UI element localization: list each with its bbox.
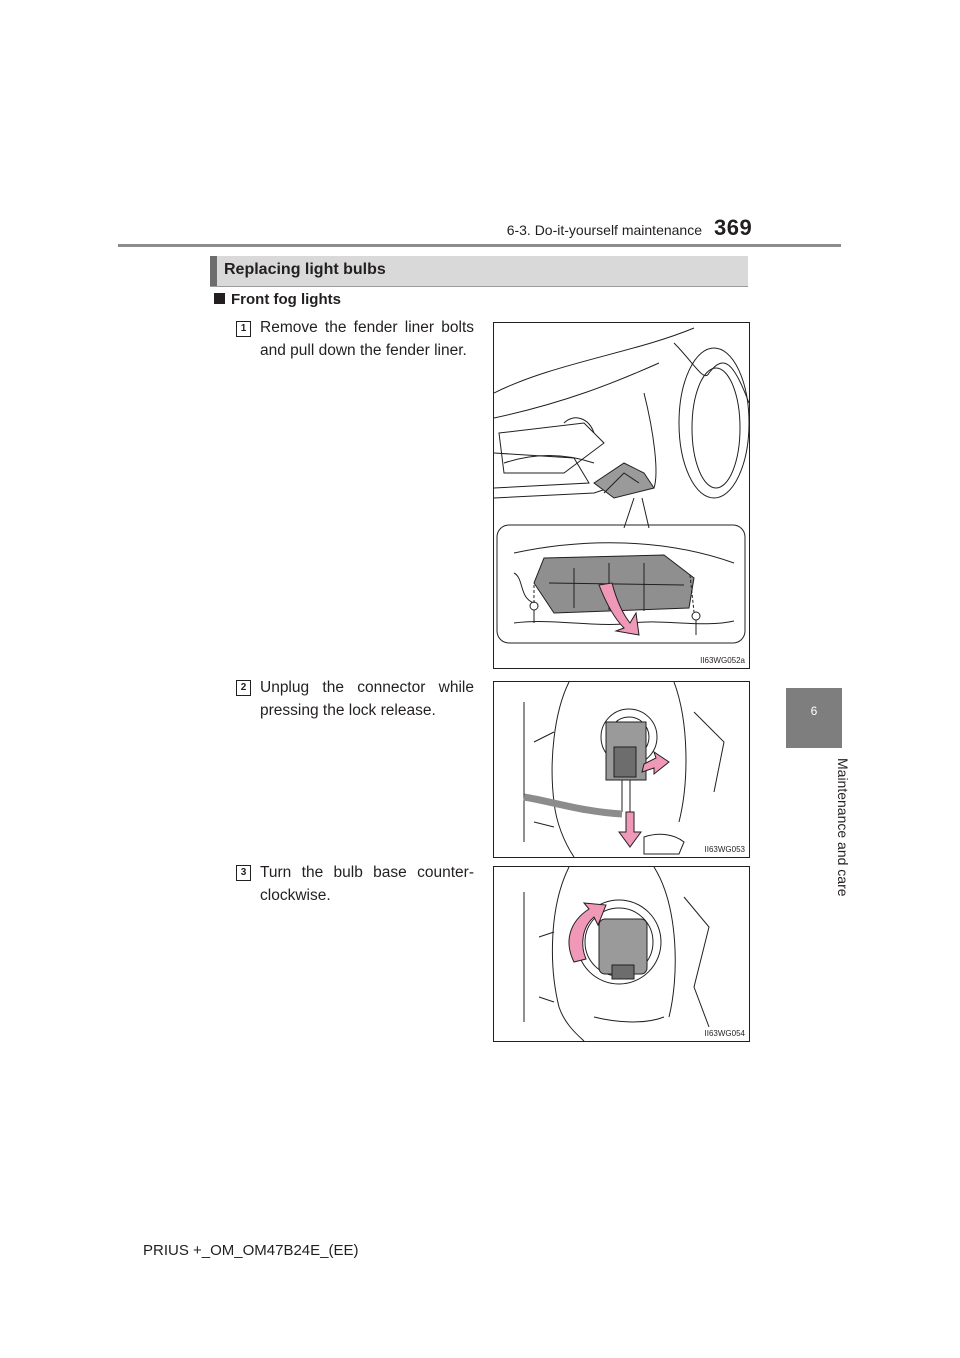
figure-code: II63WG053 [704, 845, 745, 854]
section-heading-stripe [210, 256, 217, 286]
running-header-section: 6-3. Do-it-yourself maintenance [506, 222, 702, 238]
section-title: Replacing light bulbs [224, 261, 386, 278]
connector-illustration [494, 682, 749, 857]
bulb-base-illustration [494, 867, 749, 1041]
figure-fender-liner [493, 322, 750, 669]
chapter-tab-number: 6 [810, 704, 818, 718]
step-3-text: Turn the bulb base counter-clockwise. [260, 864, 474, 904]
header-rule [118, 244, 841, 247]
square-bullet-icon [214, 293, 225, 304]
page-number: 369 [714, 215, 753, 240]
chapter-tab-label: Maintenance and care [835, 758, 851, 897]
section-rule [210, 286, 748, 287]
figure-code: II63WG054 [704, 1029, 745, 1038]
step-2-text: Unplug the connector while pressing the lock release. [260, 679, 474, 719]
figure-bulb-base [493, 866, 750, 1042]
section-heading-bar [210, 256, 748, 286]
subsection-title: Front fog lights [231, 291, 341, 308]
fender-liner-illustration [494, 323, 749, 668]
figure-code: II63WG052a [700, 656, 745, 665]
pull-connector-arrow-icon [619, 812, 641, 847]
chapter-tab [786, 688, 842, 748]
subsection-heading [214, 291, 341, 308]
step-number-2: 2 [236, 680, 251, 696]
step-1-text: Remove the fender liner bolts and pull down the fender liner. [260, 319, 474, 359]
figure-connector [493, 681, 750, 858]
document-footer-code: PRIUS +_OM_OM47B24E_(EE) [143, 1242, 359, 1259]
step-number-3: 3 [236, 865, 251, 881]
step-number-1: 1 [236, 321, 251, 337]
